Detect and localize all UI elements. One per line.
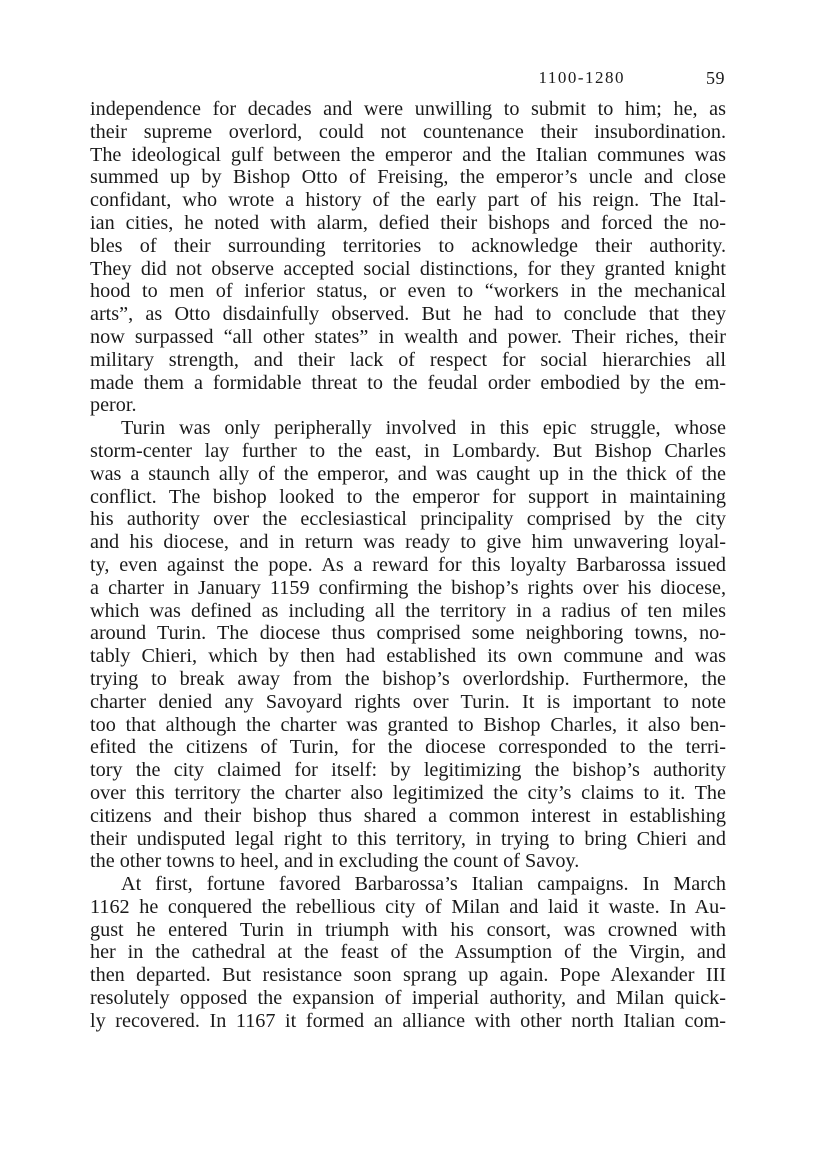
text-line: then departed. But resistance soon sprang up again. Pope Alexander III: [90, 964, 726, 987]
text-line: charter denied any Savoyard rights over Turin. It is important to note: [90, 690, 726, 713]
text-line: tory the city claimed for itself: by legitimizing the bishop’s authority: [90, 759, 726, 782]
section-date-range: 1100-1280: [538, 68, 625, 87]
text-line: At first, fortune favored Barbarossa’s Italian campaigns. In March: [121, 873, 726, 896]
text-line: which was defined as including all the territory in a radius of ten miles: [90, 599, 726, 622]
text-line: hood to men of inferior status, or even to “workers in the mechanical: [90, 280, 726, 303]
running-head: [90, 68, 725, 90]
text-line: was a staunch ally of the emperor, and was caught up in the thick of the: [90, 462, 726, 485]
page-number: 59: [706, 68, 725, 88]
text-line: The ideological gulf between the emperor and the Italian communes was: [90, 143, 726, 166]
text-line: around Turin. The diocese thus comprised some neighboring towns, no-: [90, 622, 726, 645]
text-line: now surpassed “all other states” in wealth and power. Their riches, their: [90, 325, 726, 348]
text-line: a charter in January 1159 confirming the bishop’s rights over his diocese,: [90, 576, 726, 599]
text-line: their supreme overlord, could not countenance their insubordination.: [90, 120, 726, 143]
text-line: trying to break away from the bishop’s overlordship. Furthermore, the: [90, 667, 726, 690]
text-line: summed up by Bishop Otto of Freising, the emperor’s uncle and close: [90, 166, 726, 189]
text-line: peror.: [90, 394, 137, 417]
text-line: conflict. The bishop looked to the emperor for support in maintaining: [90, 485, 726, 508]
text-line: storm-center lay further to the east, in Lombardy. But Bishop Charles: [90, 439, 726, 462]
text-line: her in the cathedral at the feast of the Assumption of the Virgin, and: [90, 941, 726, 964]
text-line: Turin was only peripherally involved in this epic struggle, whose: [121, 417, 726, 440]
text-line: citizens and their bishop thus shared a common interest in establishing: [90, 804, 726, 827]
text-line: and his diocese, and in return was ready to give him unwavering loyal-: [90, 531, 726, 554]
text-line: independence for decades and were unwilling to submit to him; he, as: [90, 98, 726, 120]
text-line: the other towns to heel, and in excluding the count of Savoy.: [90, 850, 580, 873]
text-line: arts”, as Otto disdainfully observed. But he had to conclude that they: [90, 303, 726, 326]
text-line: bles of their surrounding territories to acknowledge their authority.: [90, 234, 726, 257]
text-line: gust he entered Turin in triumph with his consort, was crowned with: [90, 918, 726, 941]
text-line: 1162 he conquered the rebellious city of Milan and laid it waste. In Au-: [90, 895, 726, 918]
text-line: his authority over the ecclesiastical principality comprised by the city: [90, 508, 726, 531]
body-text: [90, 98, 726, 1033]
text-line: ian cities, he noted with alarm, defied their bishops and forced the no-: [90, 211, 726, 234]
text-line: ty, even against the pope. As a reward for this loyalty Barbarossa issued: [90, 553, 726, 576]
text-line: military strength, and their lack of respect for social hierarchies all: [90, 348, 726, 371]
text-line: over this territory the charter also legitimized the city’s claims to it. The: [90, 781, 726, 804]
text-line: too that although the charter was granted to Bishop Charles, it also ben-: [90, 713, 726, 736]
text-line: efited the citizens of Turin, for the diocese corresponded to the terri-: [90, 736, 726, 759]
text-line: They did not observe accepted social distinctions, for they granted knight: [90, 257, 726, 280]
text-line: ly recovered. In 1167 it formed an alliance with other north Italian com-: [90, 1009, 726, 1032]
text-line: made them a formidable threat to the feudal order embodied by the em-: [90, 371, 726, 394]
text-line: tably Chieri, which by then had established its own commune and was: [90, 645, 726, 668]
text-line: resolutely opposed the expansion of imperial authority, and Milan quick-: [90, 987, 726, 1010]
text-line: their undisputed legal right to this territory, in trying to bring Chieri and: [90, 827, 726, 850]
text-line: confidant, who wrote a history of the early part of his reign. The Ital-: [90, 189, 726, 212]
